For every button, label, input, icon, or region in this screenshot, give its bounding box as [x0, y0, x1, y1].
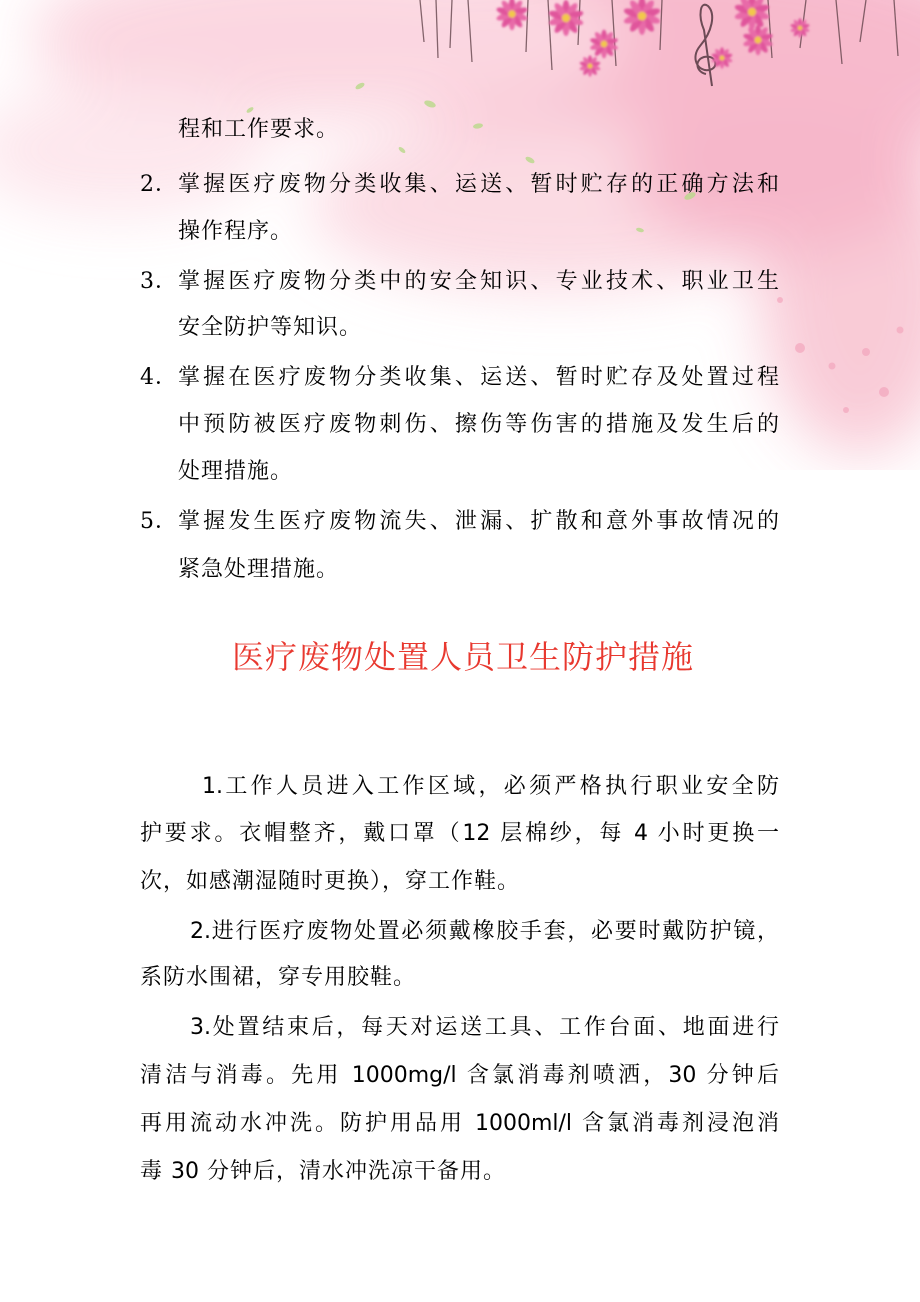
- paragraph-line: 1.工作人员进入工作区域，必须严格执行职业安全防: [202, 774, 780, 799]
- list-item-number: 4．: [140, 365, 178, 390]
- paragraph-line: 2.进行医疗废物处置必须戴橡胶手套，必要时戴防护镜，: [190, 919, 780, 944]
- list-item-number: 2．: [140, 172, 178, 197]
- list-item-line: 中预防被医疗废物刺伤、擦伤等伤害的措施及发生后的: [178, 412, 780, 437]
- paragraph-line: 3.处置结束后，每天对运送工具、工作台面、地面进行: [190, 1015, 780, 1040]
- latin-run: 30: [668, 1063, 697, 1088]
- paragraph-line: 护要求。衣帽整齐，戴口罩（12 层棉纱，每 4 小时更换一: [140, 821, 780, 846]
- latin-run: 1.: [202, 774, 223, 799]
- paragraph-line: 毒 30 分钟后，清水冲洗凉干备用。: [140, 1159, 506, 1184]
- paragraph-line: 次，如感潮湿随时更换），穿工作鞋。: [140, 869, 521, 894]
- latin-run: 2.: [190, 919, 211, 944]
- list-item-line: 操作程序。: [178, 219, 294, 244]
- list-item-line: 掌握医疗废物分类收集、运送、暂时贮存的正确方法和: [178, 172, 780, 197]
- list-continuation-line: 程和工作要求。: [178, 117, 340, 142]
- list-item-line: 紧急处理措施。: [178, 557, 340, 582]
- latin-run: 30: [171, 1159, 199, 1184]
- latin-run: 1000mg/l: [351, 1063, 457, 1088]
- latin-run: 12: [462, 821, 491, 846]
- list-item-number: 5．: [140, 509, 178, 534]
- list-item-line: 掌握医疗废物分类中的安全知识、专业技术、职业卫生: [178, 269, 780, 294]
- list-item-number: 3．: [140, 269, 178, 294]
- floral-background: [0, 0, 920, 470]
- latin-run: 3.: [190, 1015, 211, 1040]
- latin-run: 1000ml/l: [474, 1111, 573, 1136]
- list-item-line: 掌握在医疗废物分类收集、运送、暂时贮存及处置过程: [178, 365, 780, 390]
- latin-run: 4: [634, 821, 648, 846]
- paragraph-line: 系防水围裙，穿专用胶鞋。: [140, 965, 417, 990]
- paragraph-line: 再用流动水冲洗。防护用品用 1000ml/l 含氯消毒剂浸泡消: [140, 1111, 781, 1136]
- section-title: 医疗废物处置人员卫生防护措施: [231, 638, 694, 676]
- list-item-line: 处理措施。: [178, 459, 294, 484]
- list-item-line: 安全防护等知识。: [178, 315, 363, 340]
- paragraph-line: 清洁与消毒。先用 1000mg/l 含氯消毒剂喷洒，30 分钟后: [140, 1063, 780, 1088]
- list-item-line: 掌握发生医疗废物流失、泄漏、扩散和意外事故情况的: [178, 509, 780, 534]
